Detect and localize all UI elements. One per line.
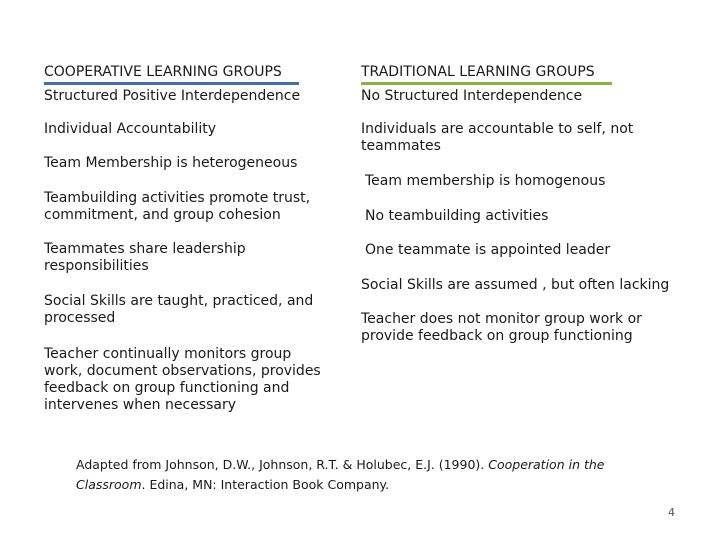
traditional-item: Team membership is homogenous <box>365 173 606 189</box>
cooperative-heading: COOPERATIVE LEARNING GROUPS <box>44 64 299 85</box>
traditional-heading: TRADITIONAL LEARNING GROUPS <box>361 64 612 85</box>
cooperative-item: Structured Positive Interdependence <box>44 88 301 104</box>
citation-suffix: . Edina, MN: Interaction Book Company. <box>141 477 390 492</box>
traditional-item: Teacher does not monitor group work or provide feedback on group functioning <box>361 311 642 344</box>
traditional-item: Social Skills are assumed , but often lacking <box>361 277 670 293</box>
citation-title: Cooperation in the Classroom <box>76 457 605 492</box>
traditional-item: No teambuilding activities <box>365 208 549 224</box>
traditional-item: No Structured Interdependence <box>361 88 583 104</box>
cooperative-item: Social Skills are taught, practiced, and processed <box>44 293 314 326</box>
page-number: 4 <box>668 506 675 519</box>
cooperative-item: Teacher continually monitors group work, document observations, provides feedback on group functioning and intervenes when necessary <box>44 346 321 413</box>
traditional-item: Individuals are accountable to self, not teammates <box>361 121 634 154</box>
cooperative-item: Individual Accountability <box>44 121 217 137</box>
citation <box>76 455 636 495</box>
cooperative-item: Teambuilding activities promote trust, commitment, and group cohesion <box>44 190 311 223</box>
cooperative-item: Team Membership is heterogeneous <box>44 155 298 171</box>
cooperative-item: Teammates share leadership responsibilities <box>44 241 246 274</box>
traditional-item: One teammate is appointed leader <box>365 242 611 258</box>
citation-prefix: Adapted from Johnson, D.W., Johnson, R.T. & Holubec, E.J. (1990). <box>76 457 489 472</box>
